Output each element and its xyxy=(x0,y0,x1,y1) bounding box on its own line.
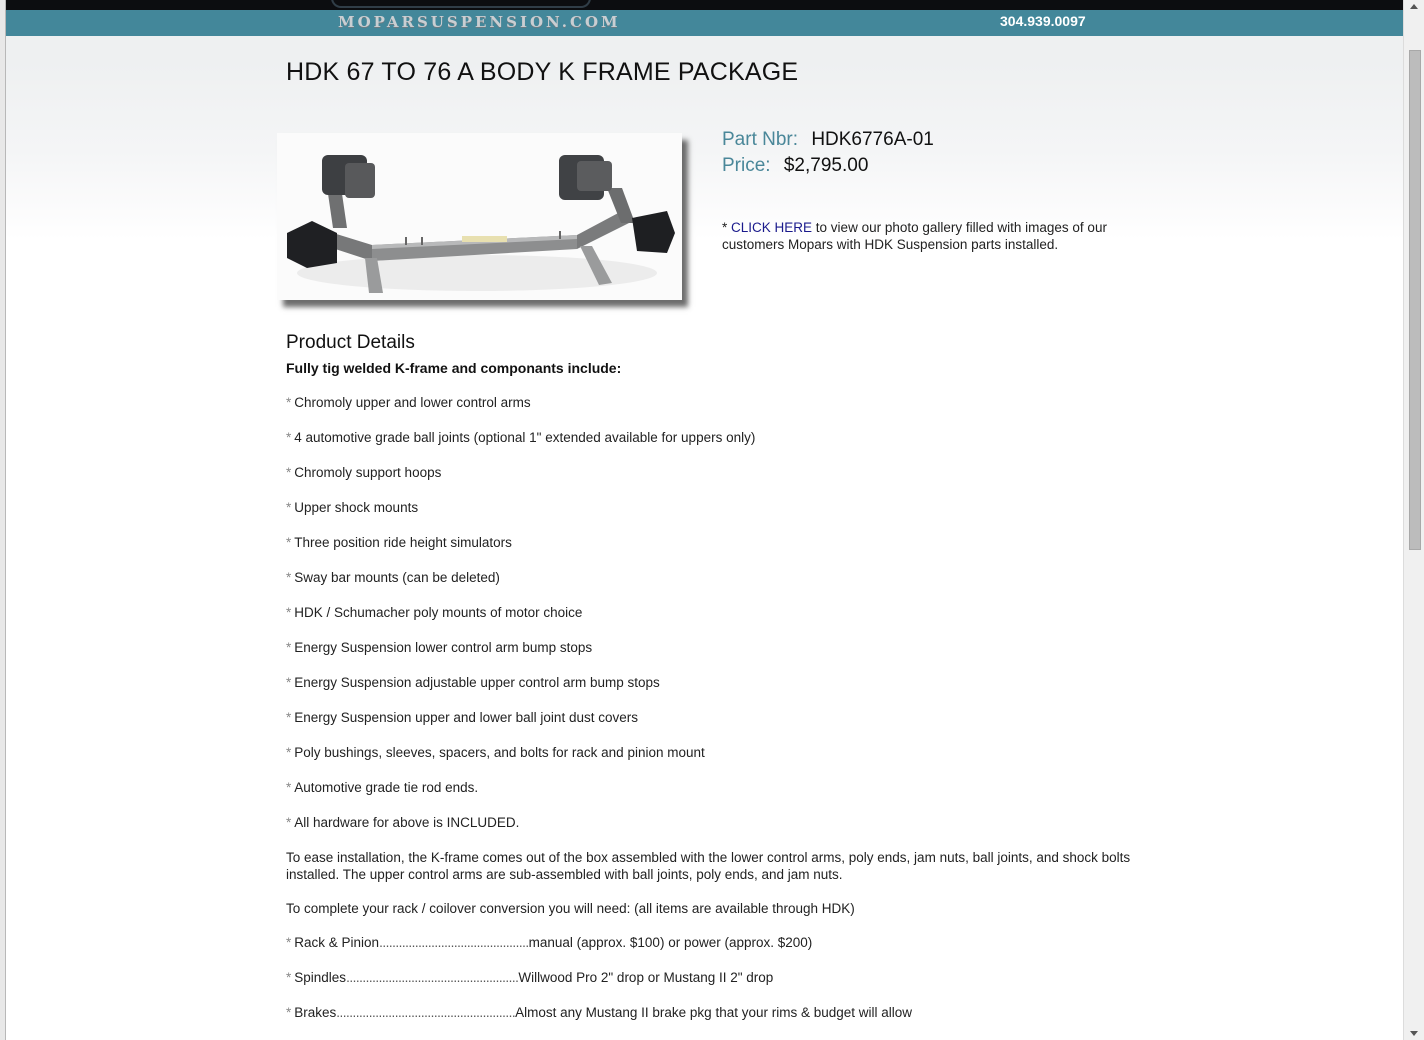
required-item-desc: Willwood Pro 2" drop or Mustang II 2" drop xyxy=(518,970,774,985)
feature-text: Automotive grade tie rod ends. xyxy=(294,780,479,795)
bullet-asterisk: * xyxy=(286,570,292,585)
bullet-asterisk: * xyxy=(286,815,292,830)
product-details xyxy=(286,331,1136,1022)
site-logo[interactable] xyxy=(331,0,591,8)
gallery-note-text: to view our photo gallery filled with images of our customers Mopars with HDK Suspension parts installed. xyxy=(722,220,1107,252)
k-frame-photo-icon xyxy=(277,133,682,300)
scroll-up-arrow-icon[interactable] xyxy=(1410,4,1418,9)
bullet-asterisk: * xyxy=(286,605,292,620)
feature-text: Chromoly support hoops xyxy=(294,465,442,480)
part-number-label: Part Nbr: xyxy=(722,129,799,150)
gallery-note-prefix: * xyxy=(722,220,732,235)
bullet-asterisk: * xyxy=(286,1005,292,1020)
part-number-value: HDK6776A-01 xyxy=(811,129,934,150)
feature-item xyxy=(286,464,1136,482)
page-title: HDK 67 TO 76 A BODY K FRAME PACKAGE xyxy=(286,58,799,86)
feature-text: Upper shock mounts xyxy=(294,500,419,515)
bullet-asterisk: * xyxy=(286,780,292,795)
feature-text: All hardware for above is INCLUDED. xyxy=(294,815,520,830)
phone-number: 304.939.0097 xyxy=(1000,13,1086,29)
feature-item xyxy=(286,674,1136,692)
required-item xyxy=(286,1004,1136,1022)
part-number-row xyxy=(722,127,934,153)
bullet-asterisk: * xyxy=(286,935,292,950)
feature-item xyxy=(286,429,1136,447)
feature-item xyxy=(286,569,1136,587)
feature-item xyxy=(286,534,1136,552)
feature-text: Three position ride height simulators xyxy=(294,535,512,550)
required-item-name: Brakes xyxy=(294,1005,337,1020)
price-label: Price: xyxy=(722,155,771,176)
header-bar xyxy=(6,10,1403,36)
required-item-name: Rack & Pinion xyxy=(294,935,380,950)
bullet-asterisk: * xyxy=(286,745,292,760)
bullet-asterisk: * xyxy=(286,535,292,550)
bullet-asterisk: * xyxy=(286,465,292,480)
bullet-asterisk: * xyxy=(286,395,292,410)
feature-item xyxy=(286,814,1136,832)
required-item-desc: Almost any Mustang II brake pkg that your rims & budget will allow xyxy=(515,1005,913,1020)
feature-text: HDK / Schumacher poly mounts of motor choice xyxy=(294,605,583,620)
required-item-name: Spindles xyxy=(294,970,347,985)
page-viewport xyxy=(6,0,1403,1040)
vertical-scrollbar[interactable] xyxy=(1403,0,1424,1040)
dot-leader: .............................................. xyxy=(379,935,529,950)
feature-text: Sway bar mounts (can be deleted) xyxy=(294,570,500,585)
feature-item xyxy=(286,604,1136,622)
product-image[interactable] xyxy=(277,133,682,300)
bullet-asterisk: * xyxy=(286,710,292,725)
price-value: $2,795.00 xyxy=(783,155,869,176)
dot-leader: ....................................................... xyxy=(336,1005,516,1020)
price-row xyxy=(722,153,934,179)
feature-text: Energy Suspension upper and lower ball joint dust covers xyxy=(294,710,638,725)
feature-item xyxy=(286,394,1136,412)
bullet-asterisk: * xyxy=(286,430,292,445)
feature-text: Chromoly upper and lower control arms xyxy=(294,395,531,410)
feature-item xyxy=(286,639,1136,657)
dot-leader: ..................................................... xyxy=(346,970,519,985)
required-item xyxy=(286,969,1136,987)
bullet-asterisk: * xyxy=(286,970,292,985)
gallery-link[interactable]: CLICK HERE xyxy=(731,220,813,235)
feature-item xyxy=(286,779,1136,797)
bullet-asterisk: * xyxy=(286,500,292,515)
header-logo-strip xyxy=(6,0,1403,10)
feature-item xyxy=(286,744,1136,762)
scroll-down-arrow-icon[interactable] xyxy=(1410,1031,1418,1036)
bullet-asterisk: * xyxy=(286,675,292,690)
site-name[interactable]: MOPARSUSPENSION.COM xyxy=(338,13,621,31)
feature-text: Energy Suspension adjustable upper control arm bump stops xyxy=(294,675,660,690)
gallery-note xyxy=(722,219,1132,253)
feature-item xyxy=(286,499,1136,517)
feature-item xyxy=(286,709,1136,727)
install-paragraph: To ease installation, the K-frame comes out of the box assembled with the lower control arms, poly ends, jam nuts, ball joints, and shock bolts installed. The upper control arms are sub-assembled with ball joints, poly ends, and jam nuts. xyxy=(286,850,1131,882)
feature-text: 4 automotive grade ball joints (optional 1" extended available for uppers only) xyxy=(294,430,756,445)
required-item-desc: manual (approx. $100) or power (approx. $200) xyxy=(528,935,813,950)
scrollbar-thumb[interactable] xyxy=(1409,50,1421,550)
feature-text: Poly bushings, sleeves, spacers, and bolts for rack and pinion mount xyxy=(294,745,705,760)
conversion-intro: To complete your rack / coilover conversion you will need: (all items are available through HDK) xyxy=(286,901,855,916)
product-info xyxy=(722,127,934,179)
bullet-asterisk: * xyxy=(286,640,292,655)
feature-text: Energy Suspension lower control arm bump stops xyxy=(294,640,593,655)
details-heading: Product Details xyxy=(286,332,415,353)
required-item xyxy=(286,934,1136,952)
details-subheading: Fully tig welded K-frame and componants include: xyxy=(286,360,622,376)
